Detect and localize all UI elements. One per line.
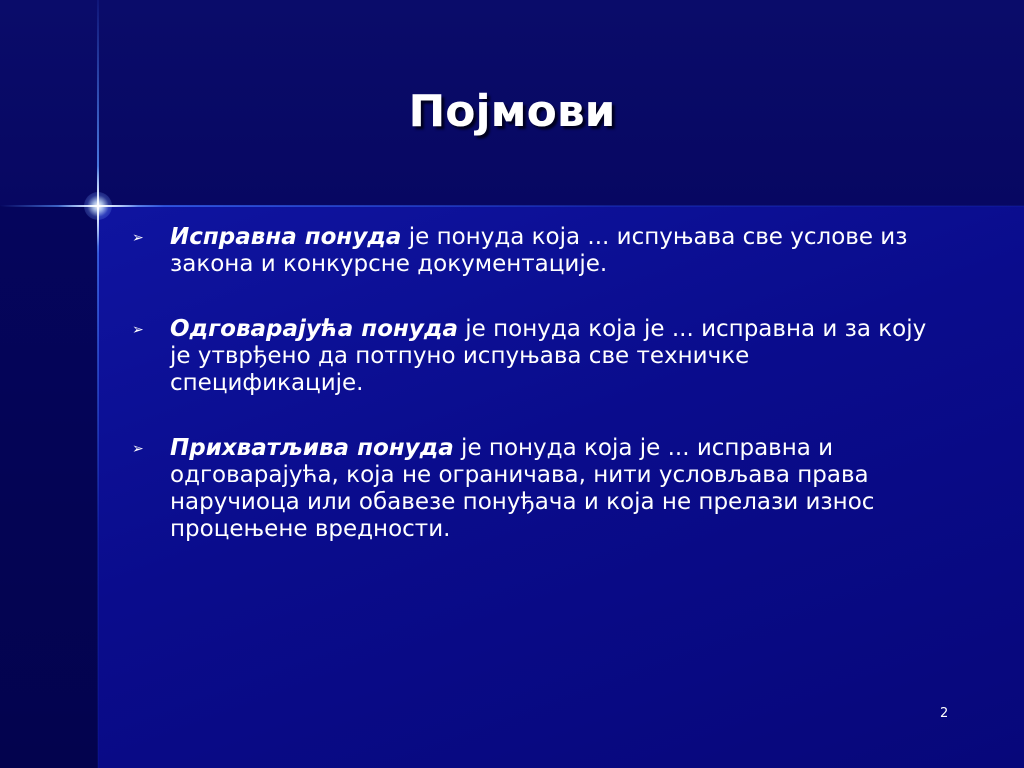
arrow-bullet-icon: ➢ — [132, 230, 144, 246]
bullet-list — [130, 224, 950, 581]
arrow-bullet-icon: ➢ — [132, 322, 144, 338]
page-number: 2 — [940, 706, 949, 721]
bullet-term: Исправна понуда — [170, 224, 402, 250]
bullet-text: је понуда која ... испуњава све услове из закона и конкурсне документације. — [170, 224, 908, 277]
bullet-text: је понуда која је ... исправна и одговарајућа, која не ограничава, нити условљава права наручиоца или обавезе понуђача и која не прелази износ процењене вредности. — [170, 435, 875, 542]
bullet-term: Прихватљива понуда — [170, 435, 454, 461]
horizontal-accent-line — [0, 205, 1024, 207]
slide-title: Појмови — [408, 86, 616, 137]
bullet-item — [130, 316, 950, 397]
bullet-term: Одговарајућа понуда — [170, 316, 458, 342]
bullet-text: је понуда која је ... исправна и за коју је утврђено да потпуно испуњава све техничке спецификације. — [170, 316, 927, 396]
bullet-item — [130, 224, 950, 278]
sparkle-ray-vertical — [97, 166, 99, 246]
arrow-bullet-icon: ➢ — [132, 441, 144, 457]
bullet-item — [130, 435, 950, 543]
left-column-band — [0, 206, 98, 768]
